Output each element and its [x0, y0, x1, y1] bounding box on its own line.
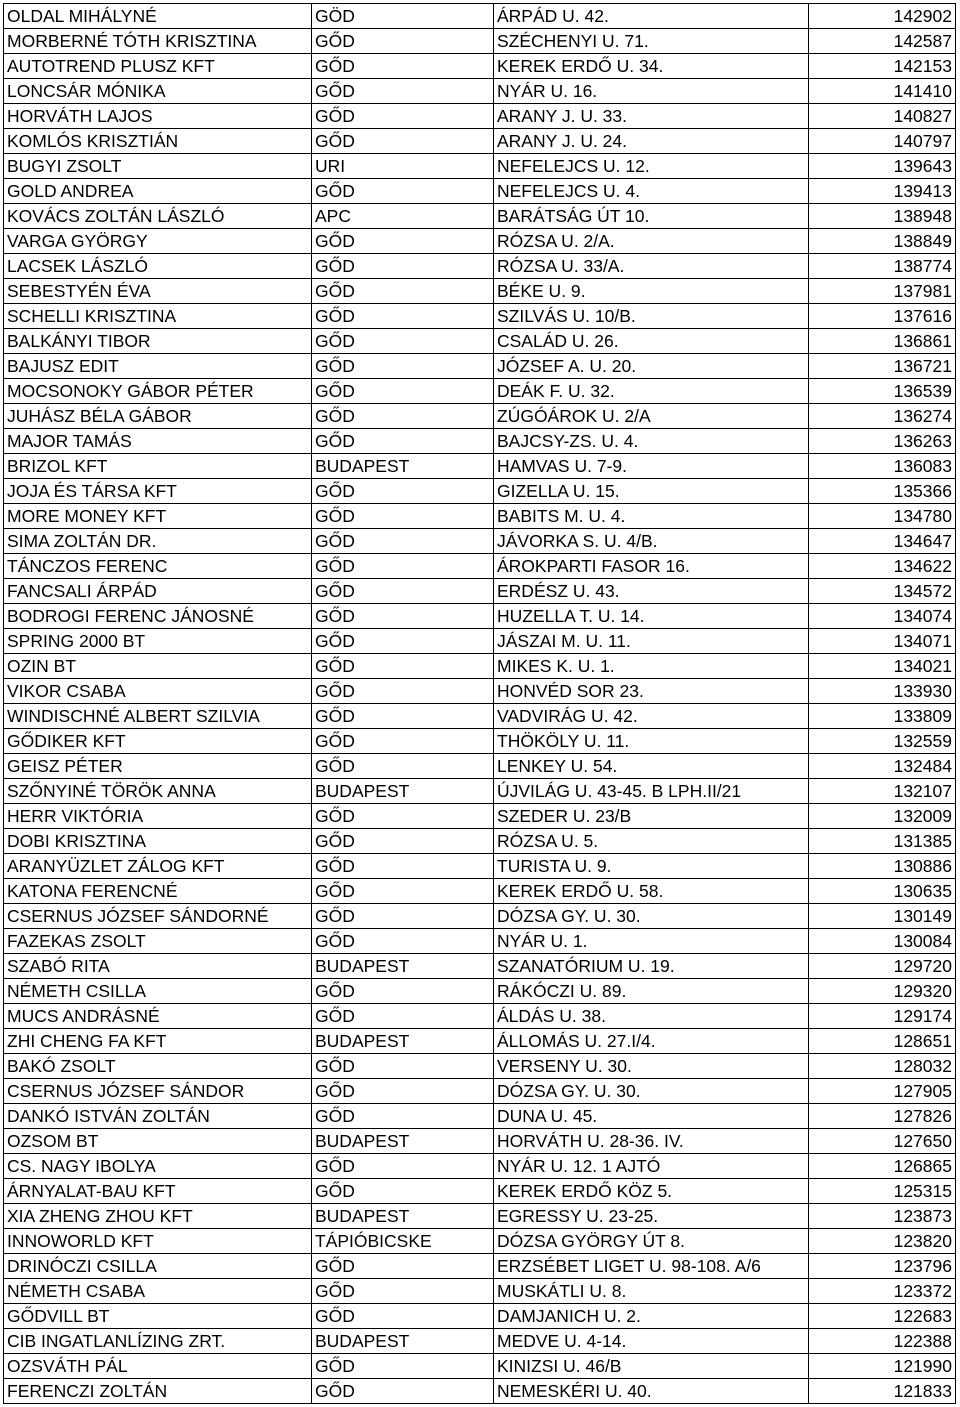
city-cell: GŐD: [312, 279, 494, 304]
amount-cell: 136721: [809, 354, 956, 379]
city-cell: GŐD: [312, 529, 494, 554]
name-cell: VIKOR CSABA: [4, 679, 312, 704]
name-cell: MAJOR TAMÁS: [4, 429, 312, 454]
name-cell: CSERNUS JÓZSEF SÁNDOR: [4, 1079, 312, 1104]
city-cell: GŐD: [312, 979, 494, 1004]
city-cell: GŐD: [312, 604, 494, 629]
table-row: [4, 1379, 956, 1404]
city-cell: GŐD: [312, 854, 494, 879]
address-cell: ZÚGÓÁROK U. 2/A: [494, 404, 809, 429]
address-cell: NYÁR U. 16.: [494, 79, 809, 104]
name-cell: LACSEK LÁSZLÓ: [4, 254, 312, 279]
amount-cell: 125315: [809, 1179, 956, 1204]
address-cell: KINIZSI U. 46/B: [494, 1354, 809, 1379]
city-cell: BUDAPEST: [312, 1204, 494, 1229]
name-cell: OZSVÁTH PÁL: [4, 1354, 312, 1379]
name-cell: DRINÓCZI CSILLA: [4, 1254, 312, 1279]
table-row: [4, 1354, 956, 1379]
amount-cell: 127826: [809, 1104, 956, 1129]
table-row: [4, 254, 956, 279]
amount-cell: 136861: [809, 329, 956, 354]
address-cell: ARANY J. U. 33.: [494, 104, 809, 129]
name-cell: MUCS ANDRÁSNÉ: [4, 1004, 312, 1029]
address-cell: HORVÁTH U. 28-36. IV.: [494, 1129, 809, 1154]
name-cell: MORE MONEY KFT: [4, 504, 312, 529]
table-row: [4, 54, 956, 79]
city-cell: APC: [312, 204, 494, 229]
name-cell: ZHI CHENG FA KFT: [4, 1029, 312, 1054]
table-row: [4, 479, 956, 504]
table-row: [4, 429, 956, 454]
amount-cell: 123873: [809, 1204, 956, 1229]
ledger-body: [4, 4, 956, 1404]
amount-cell: 138774: [809, 254, 956, 279]
amount-cell: 127650: [809, 1129, 956, 1154]
table-row: [4, 4, 956, 29]
amount-cell: 132484: [809, 754, 956, 779]
table-row: [4, 1179, 956, 1204]
amount-cell: 122388: [809, 1329, 956, 1354]
amount-cell: 132559: [809, 729, 956, 754]
table-row: [4, 554, 956, 579]
address-cell: ERDÉSZ U. 43.: [494, 579, 809, 604]
name-cell: SIMA ZOLTÁN DR.: [4, 529, 312, 554]
address-cell: DÓZSA GY. U. 30.: [494, 904, 809, 929]
name-cell: TÁNCZOS FERENC: [4, 554, 312, 579]
city-cell: GŐD: [312, 129, 494, 154]
name-cell: INNOWORLD KFT: [4, 1229, 312, 1254]
address-cell: TURISTA U. 9.: [494, 854, 809, 879]
table-row: [4, 754, 956, 779]
address-cell: DÓZSA GY. U. 30.: [494, 1079, 809, 1104]
address-cell: ERZSÉBET LIGET U. 98-108. A/6: [494, 1254, 809, 1279]
city-cell: GŐD: [312, 179, 494, 204]
name-cell: SZŐNYINÉ TÖRÖK ANNA: [4, 779, 312, 804]
table-row: [4, 104, 956, 129]
address-cell: RÓZSA U. 33/A.: [494, 254, 809, 279]
name-cell: DANKÓ ISTVÁN ZOLTÁN: [4, 1104, 312, 1129]
city-cell: GŐD: [312, 229, 494, 254]
address-cell: NEMESKÉRI U. 40.: [494, 1379, 809, 1404]
address-cell: ÁLLOMÁS U. 27.I/4.: [494, 1029, 809, 1054]
amount-cell: 132009: [809, 804, 956, 829]
amount-cell: 137616: [809, 304, 956, 329]
amount-cell: 121990: [809, 1354, 956, 1379]
address-cell: GIZELLA U. 15.: [494, 479, 809, 504]
address-cell: SZANATÓRIUM U. 19.: [494, 954, 809, 979]
name-cell: NÉMETH CSILLA: [4, 979, 312, 1004]
name-cell: BRIZOL KFT: [4, 454, 312, 479]
address-cell: RÓZSA U. 5.: [494, 829, 809, 854]
amount-cell: 136263: [809, 429, 956, 454]
amount-cell: 123372: [809, 1279, 956, 1304]
table-row: [4, 1154, 956, 1179]
city-cell: GŐD: [312, 354, 494, 379]
name-cell: WINDISCHNÉ ALBERT SZILVIA: [4, 704, 312, 729]
address-cell: DEÁK F. U. 32.: [494, 379, 809, 404]
name-cell: NÉMETH CSABA: [4, 1279, 312, 1304]
city-cell: GŐD: [312, 254, 494, 279]
amount-cell: 132107: [809, 779, 956, 804]
name-cell: BALKÁNYI TIBOR: [4, 329, 312, 354]
amount-cell: 128032: [809, 1054, 956, 1079]
table-row: [4, 1104, 956, 1129]
amount-cell: 134074: [809, 604, 956, 629]
name-cell: MORBERNÉ TÓTH KRISZTINA: [4, 29, 312, 54]
name-cell: VARGA GYÖRGY: [4, 229, 312, 254]
address-cell: JÁVORKA S. U. 4/B.: [494, 529, 809, 554]
name-cell: OLDAL MIHÁLYNÉ: [4, 4, 312, 29]
address-cell: NEFELEJCS U. 4.: [494, 179, 809, 204]
city-cell: GŐD: [312, 1354, 494, 1379]
table-row: [4, 1079, 956, 1104]
amount-cell: 129174: [809, 1004, 956, 1029]
amount-cell: 134021: [809, 654, 956, 679]
table-row: [4, 654, 956, 679]
name-cell: MOCSONOKY GÁBOR PÉTER: [4, 379, 312, 404]
city-cell: GŐD: [312, 1279, 494, 1304]
city-cell: GŐD: [312, 754, 494, 779]
amount-cell: 130149: [809, 904, 956, 929]
name-cell: KOMLÓS KRISZTIÁN: [4, 129, 312, 154]
table-row: [4, 629, 956, 654]
table-row: [4, 529, 956, 554]
address-cell: VADVIRÁG U. 42.: [494, 704, 809, 729]
city-cell: BUDAPEST: [312, 1329, 494, 1354]
table-row: [4, 679, 956, 704]
table-row: [4, 854, 956, 879]
table-row: [4, 704, 956, 729]
table-row: [4, 1304, 956, 1329]
table-row: [4, 954, 956, 979]
name-cell: FAZEKAS ZSOLT: [4, 929, 312, 954]
amount-cell: 123796: [809, 1254, 956, 1279]
name-cell: BAKÓ ZSOLT: [4, 1054, 312, 1079]
name-cell: GŐDIKER KFT: [4, 729, 312, 754]
amount-cell: 136539: [809, 379, 956, 404]
address-cell: KEREK ERDŐ KÖZ 5.: [494, 1179, 809, 1204]
name-cell: BODROGI FERENC JÁNOSNÉ: [4, 604, 312, 629]
table-row: [4, 929, 956, 954]
amount-cell: 134780: [809, 504, 956, 529]
name-cell: AUTOTREND PLUSZ KFT: [4, 54, 312, 79]
name-cell: SPRING 2000 BT: [4, 629, 312, 654]
city-cell: BUDAPEST: [312, 954, 494, 979]
city-cell: GŐD: [312, 829, 494, 854]
address-cell: ÚJVILÁG U. 43-45. B LPH.II/21: [494, 779, 809, 804]
amount-cell: 126865: [809, 1154, 956, 1179]
address-cell: DAMJANICH U. 2.: [494, 1304, 809, 1329]
table-row: [4, 1129, 956, 1154]
amount-cell: 142902: [809, 4, 956, 29]
address-cell: LENKEY U. 54.: [494, 754, 809, 779]
name-cell: GEISZ PÉTER: [4, 754, 312, 779]
address-cell: EGRESSY U. 23-25.: [494, 1204, 809, 1229]
city-cell: GŐD: [312, 404, 494, 429]
table-row: [4, 329, 956, 354]
address-cell: JÁSZAI M. U. 11.: [494, 629, 809, 654]
table-row: [4, 1229, 956, 1254]
name-cell: OZSOM BT: [4, 1129, 312, 1154]
city-cell: GŐD: [312, 704, 494, 729]
table-row: [4, 229, 956, 254]
address-cell: ARANY J. U. 24.: [494, 129, 809, 154]
city-cell: BUDAPEST: [312, 1129, 494, 1154]
address-cell: NYÁR U. 1.: [494, 929, 809, 954]
city-cell: GŐD: [312, 679, 494, 704]
table-row: [4, 29, 956, 54]
city-cell: BUDAPEST: [312, 454, 494, 479]
city-cell: GŐD: [312, 329, 494, 354]
city-cell: GŐD: [312, 629, 494, 654]
amount-cell: 139413: [809, 179, 956, 204]
amount-cell: 134622: [809, 554, 956, 579]
table-row: [4, 904, 956, 929]
city-cell: GŐD: [312, 804, 494, 829]
city-cell: GŐD: [312, 54, 494, 79]
address-cell: MIKES K. U. 1.: [494, 654, 809, 679]
address-cell: KEREK ERDŐ U. 58.: [494, 879, 809, 904]
table-row: [4, 504, 956, 529]
table-row: [4, 404, 956, 429]
table-row: [4, 304, 956, 329]
address-cell: SZEDER U. 23/B: [494, 804, 809, 829]
city-cell: GŐD: [312, 1179, 494, 1204]
amount-cell: 130084: [809, 929, 956, 954]
table-row: [4, 454, 956, 479]
city-cell: GŐD: [312, 904, 494, 929]
table-row: [4, 79, 956, 104]
address-cell: BARÁTSÁG ÚT 10.: [494, 204, 809, 229]
amount-cell: 127905: [809, 1079, 956, 1104]
name-cell: HORVÁTH LAJOS: [4, 104, 312, 129]
table-row: [4, 1279, 956, 1304]
amount-cell: 133930: [809, 679, 956, 704]
table-row: [4, 604, 956, 629]
name-cell: BUGYI ZSOLT: [4, 154, 312, 179]
amount-cell: 140827: [809, 104, 956, 129]
table-row: [4, 1004, 956, 1029]
address-cell: NEFELEJCS U. 12.: [494, 154, 809, 179]
city-cell: GŐD: [312, 379, 494, 404]
table-row: [4, 379, 956, 404]
name-cell: CIB INGATLANLÍZING ZRT.: [4, 1329, 312, 1354]
amount-cell: 137981: [809, 279, 956, 304]
name-cell: FANCSALI ÁRPÁD: [4, 579, 312, 604]
city-cell: GŐD: [312, 1054, 494, 1079]
city-cell: GŐD: [312, 879, 494, 904]
amount-cell: 140797: [809, 129, 956, 154]
amount-cell: 130886: [809, 854, 956, 879]
amount-cell: 136274: [809, 404, 956, 429]
address-cell: DUNA U. 45.: [494, 1104, 809, 1129]
address-cell: ÁROKPARTI FASOR 16.: [494, 554, 809, 579]
address-cell: RÓZSA U. 2/A.: [494, 229, 809, 254]
city-cell: GŐD: [312, 1154, 494, 1179]
amount-cell: 138948: [809, 204, 956, 229]
amount-cell: 134572: [809, 579, 956, 604]
ledger-table: [3, 3, 956, 1404]
city-cell: GŐD: [312, 429, 494, 454]
city-cell: GŐD: [312, 29, 494, 54]
table-row: [4, 879, 956, 904]
address-cell: KEREK ERDŐ U. 34.: [494, 54, 809, 79]
address-cell: SZILVÁS U. 10/B.: [494, 304, 809, 329]
address-cell: VERSENY U. 30.: [494, 1054, 809, 1079]
city-cell: GŐD: [312, 1254, 494, 1279]
name-cell: XIA ZHENG ZHOU KFT: [4, 1204, 312, 1229]
address-cell: SZÉCHENYI U. 71.: [494, 29, 809, 54]
name-cell: KATONA FERENCNÉ: [4, 879, 312, 904]
address-cell: ÁRPÁD U. 42.: [494, 4, 809, 29]
address-cell: BABITS M. U. 4.: [494, 504, 809, 529]
amount-cell: 128651: [809, 1029, 956, 1054]
amount-cell: 121833: [809, 1379, 956, 1404]
table-row: [4, 1029, 956, 1054]
city-cell: GŐD: [312, 1304, 494, 1329]
address-cell: RÁKÓCZI U. 89.: [494, 979, 809, 1004]
amount-cell: 139643: [809, 154, 956, 179]
amount-cell: 122683: [809, 1304, 956, 1329]
name-cell: LONCSÁR MÓNIKA: [4, 79, 312, 104]
city-cell: BUDAPEST: [312, 1029, 494, 1054]
city-cell: TÁPIÓBICSKE: [312, 1229, 494, 1254]
address-cell: JÓZSEF A. U. 20.: [494, 354, 809, 379]
table-row: [4, 979, 956, 1004]
name-cell: GOLD ANDREA: [4, 179, 312, 204]
name-cell: CSERNUS JÓZSEF SÁNDORNÉ: [4, 904, 312, 929]
amount-cell: 142153: [809, 54, 956, 79]
amount-cell: 129720: [809, 954, 956, 979]
city-cell: BUDAPEST: [312, 779, 494, 804]
amount-cell: 130635: [809, 879, 956, 904]
table-row: [4, 204, 956, 229]
name-cell: GŐDVILL BT: [4, 1304, 312, 1329]
city-cell: GŐD: [312, 554, 494, 579]
name-cell: BAJUSZ EDIT: [4, 354, 312, 379]
amount-cell: 135366: [809, 479, 956, 504]
name-cell: SCHELLI KRISZTINA: [4, 304, 312, 329]
table-row: [4, 354, 956, 379]
city-cell: GŐD: [312, 104, 494, 129]
city-cell: GŐD: [312, 654, 494, 679]
amount-cell: 131385: [809, 829, 956, 854]
table-row: [4, 154, 956, 179]
city-cell: GŐD: [312, 1104, 494, 1129]
address-cell: NYÁR U. 12. 1 AJTÓ: [494, 1154, 809, 1179]
amount-cell: 136083: [809, 454, 956, 479]
name-cell: JUHÁSZ BÉLA GÁBOR: [4, 404, 312, 429]
city-cell: GŐD: [312, 729, 494, 754]
city-cell: GŐD: [312, 304, 494, 329]
address-cell: BÉKE U. 9.: [494, 279, 809, 304]
address-cell: BAJCSY-ZS. U. 4.: [494, 429, 809, 454]
city-cell: GŐD: [312, 1379, 494, 1404]
table-row: [4, 1254, 956, 1279]
name-cell: ÁRNYALAT-BAU KFT: [4, 1179, 312, 1204]
table-row: [4, 729, 956, 754]
amount-cell: 138849: [809, 229, 956, 254]
table-row: [4, 129, 956, 154]
city-cell: GŐD: [312, 479, 494, 504]
name-cell: ARANYÜZLET ZÁLOG KFT: [4, 854, 312, 879]
name-cell: KOVÁCS ZOLTÁN LÁSZLÓ: [4, 204, 312, 229]
table-row: [4, 779, 956, 804]
city-cell: GŐD: [312, 1079, 494, 1104]
table-row: [4, 1204, 956, 1229]
amount-cell: 134071: [809, 629, 956, 654]
name-cell: FERENCZI ZOLTÁN: [4, 1379, 312, 1404]
city-cell: GŐD: [312, 504, 494, 529]
table-row: [4, 1054, 956, 1079]
address-cell: ÁLDÁS U. 38.: [494, 1004, 809, 1029]
city-cell: GŐD: [312, 929, 494, 954]
name-cell: SZABÓ RITA: [4, 954, 312, 979]
address-cell: MEDVE U. 4-14.: [494, 1329, 809, 1354]
city-cell: GŐD: [312, 1004, 494, 1029]
table-row: [4, 804, 956, 829]
address-cell: DÓZSA GYÖRGY ÚT 8.: [494, 1229, 809, 1254]
city-cell: GŐD: [312, 579, 494, 604]
address-cell: CSALÁD U. 26.: [494, 329, 809, 354]
address-cell: HUZELLA T. U. 14.: [494, 604, 809, 629]
amount-cell: 123820: [809, 1229, 956, 1254]
amount-cell: 141410: [809, 79, 956, 104]
table-row: [4, 279, 956, 304]
address-cell: THÖKÖLY U. 11.: [494, 729, 809, 754]
name-cell: DOBI KRISZTINA: [4, 829, 312, 854]
address-cell: HAMVAS U. 7-9.: [494, 454, 809, 479]
name-cell: OZIN BT: [4, 654, 312, 679]
city-cell: GŐD: [312, 79, 494, 104]
amount-cell: 133809: [809, 704, 956, 729]
amount-cell: 134647: [809, 529, 956, 554]
table-row: [4, 579, 956, 604]
name-cell: CS. NAGY IBOLYA: [4, 1154, 312, 1179]
address-cell: MUSKÁTLI U. 8.: [494, 1279, 809, 1304]
name-cell: SEBESTYÉN ÉVA: [4, 279, 312, 304]
amount-cell: 142587: [809, 29, 956, 54]
table-row: [4, 1329, 956, 1354]
address-cell: HONVÉD SOR 23.: [494, 679, 809, 704]
table-row: [4, 179, 956, 204]
table-row: [4, 829, 956, 854]
amount-cell: 129320: [809, 979, 956, 1004]
city-cell: GÖD: [312, 4, 494, 29]
name-cell: JOJA ÉS TÁRSA KFT: [4, 479, 312, 504]
city-cell: URI: [312, 154, 494, 179]
name-cell: HERR VIKTÓRIA: [4, 804, 312, 829]
